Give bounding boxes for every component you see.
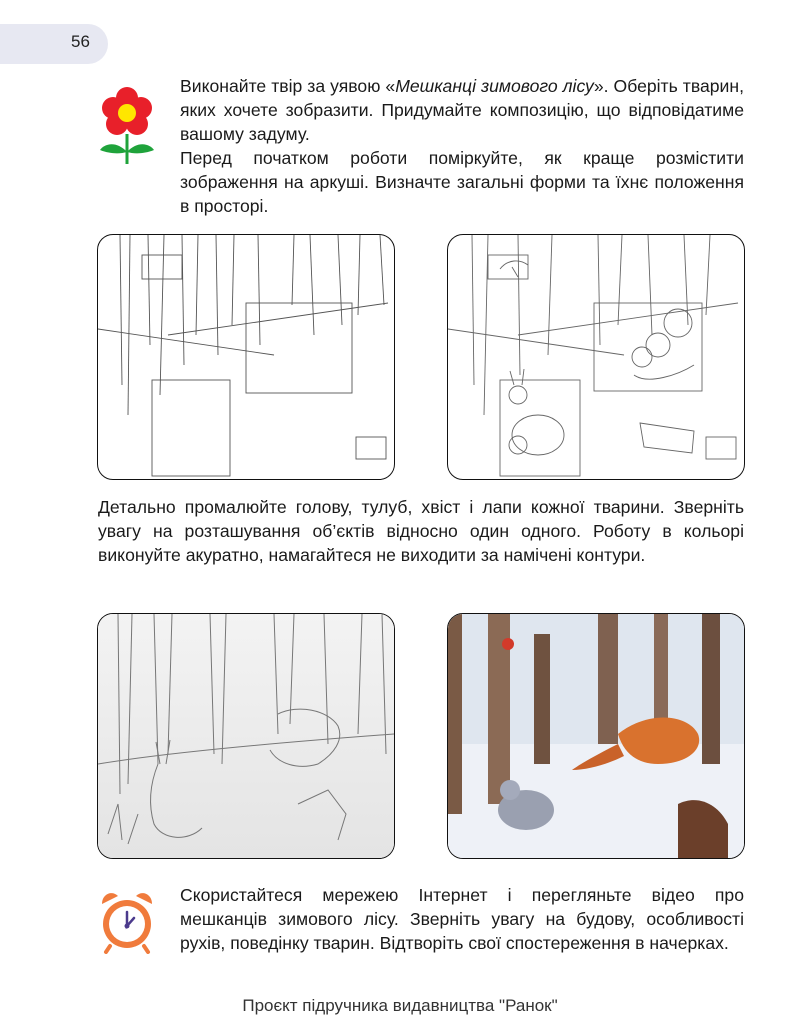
color-drawing bbox=[448, 614, 744, 858]
task3-paragraph: Скористайтеся мережею Інтернет і перегляньте відео про мешканців зимового лісу. Зверніть увагу на будову, особливості рухів, поведінку тварин. Відтворіть свої спостереження в начерках. bbox=[180, 885, 744, 953]
shapes-sketch bbox=[448, 235, 744, 479]
color-drawing-panel bbox=[447, 613, 745, 859]
task1-text-before: Виконайте твір за уявою « bbox=[180, 76, 396, 96]
task1-text-after: ». Оберіть тварин, яких хочете зобразити. Придумайте композицію, що відповідатиме вашому задуму. bbox=[180, 76, 744, 144]
task2-paragraph: Детально промалюйте голову, тулуб, хвіст і лапи кожної тварини. Зверніть увагу на розташування об’єктів відносно один одного. Роботу в кольорі виконуйте акуратно, намагайтеся не виходити за намічені контури. bbox=[98, 497, 744, 565]
alarm-clock-icon bbox=[96, 888, 158, 954]
footer-publisher: Проєкт підручника видавництва "Ранок" bbox=[242, 996, 558, 1015]
page-number: 56 bbox=[71, 32, 90, 51]
pencil-drawing-panel bbox=[97, 613, 395, 859]
flower-icon bbox=[98, 86, 156, 166]
page-number-tab bbox=[0, 24, 108, 64]
task1-title: Мешканці зимового лісу bbox=[395, 76, 594, 96]
shapes-sketch-panel bbox=[447, 234, 745, 480]
pencil-drawing bbox=[98, 614, 394, 858]
composition-sketch-panel bbox=[97, 234, 395, 480]
task1-text2: Перед початком роботи поміркуйте, як краще розмістити зображення на аркуші. Визначте загальні форми та їхнє положення в просторі. bbox=[180, 148, 744, 216]
task1-paragraph bbox=[180, 74, 744, 218]
composition-sketch bbox=[98, 235, 394, 479]
